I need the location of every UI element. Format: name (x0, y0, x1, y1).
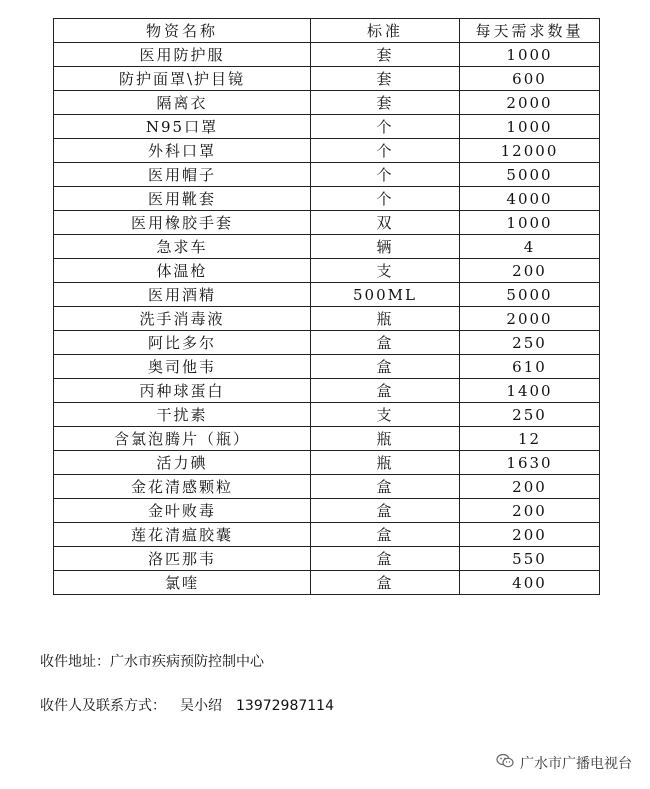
contact-name: 吴小绍 (180, 698, 222, 714)
table-row (54, 427, 600, 451)
cell-item-name: 洗手消毒液 (54, 307, 311, 331)
table-row (54, 355, 600, 379)
table-row (54, 259, 600, 283)
cell-daily-quantity: 200 (460, 523, 600, 547)
table-row (54, 211, 600, 235)
cell-unit: 个 (311, 187, 460, 211)
cell-daily-quantity: 200 (460, 499, 600, 523)
table-row (54, 379, 600, 403)
cell-item-name: 洛匹那韦 (54, 547, 311, 571)
header-unit: 标准 (311, 19, 460, 43)
cell-unit: 瓶 (311, 307, 460, 331)
cell-unit: 盒 (311, 571, 460, 595)
cell-daily-quantity: 5000 (460, 283, 600, 307)
cell-unit: 个 (311, 139, 460, 163)
cell-daily-quantity: 1000 (460, 211, 600, 235)
header-daily-quantity: 每天需求数量 (460, 19, 600, 43)
cell-unit: 盒 (311, 475, 460, 499)
cell-unit: 套 (311, 43, 460, 67)
cell-unit: 盒 (311, 499, 460, 523)
cell-unit: 套 (311, 67, 460, 91)
table-row (54, 115, 600, 139)
cell-item-name: 莲花清瘟胶囊 (54, 523, 311, 547)
cell-item-name: 急求车 (54, 235, 311, 259)
cell-daily-quantity: 4 (460, 235, 600, 259)
cell-item-name: 医用靴套 (54, 187, 311, 211)
cell-item-name: 医用帽子 (54, 163, 311, 187)
table-row (54, 67, 600, 91)
cell-item-name: 阿比多尔 (54, 331, 311, 355)
cell-daily-quantity: 600 (460, 67, 600, 91)
address-label: 收件地址： (40, 654, 110, 670)
cell-unit: 个 (311, 163, 460, 187)
cell-item-name: 含氯泡腾片（瓶） (54, 427, 311, 451)
table-row (54, 547, 600, 571)
table-header-row (54, 19, 600, 43)
wechat-icon (496, 753, 520, 773)
cell-daily-quantity: 1000 (460, 43, 600, 67)
table-row (54, 43, 600, 67)
cell-unit: 支 (311, 403, 460, 427)
cell-item-name: 金花清感颗粒 (54, 475, 311, 499)
cell-daily-quantity: 400 (460, 571, 600, 595)
cell-item-name: 医用酒精 (54, 283, 311, 307)
cell-daily-quantity: 1000 (460, 115, 600, 139)
cell-item-name: 活力碘 (54, 451, 311, 475)
table-row (54, 283, 600, 307)
table-row (54, 331, 600, 355)
cell-item-name: 奥司他韦 (54, 355, 311, 379)
cell-item-name: 防护面罩\护目镜 (54, 67, 311, 91)
cell-daily-quantity: 2000 (460, 307, 600, 331)
cell-daily-quantity: 2000 (460, 91, 600, 115)
cell-daily-quantity: 550 (460, 547, 600, 571)
cell-item-name: N95口罩 (54, 115, 311, 139)
cell-daily-quantity: 1400 (460, 379, 600, 403)
cell-item-name: 医用橡胶手套 (54, 211, 311, 235)
cell-unit: 辆 (311, 235, 460, 259)
cell-daily-quantity: 5000 (460, 163, 600, 187)
table-body (54, 43, 600, 595)
cell-item-name: 干扰素 (54, 403, 311, 427)
cell-unit: 盒 (311, 331, 460, 355)
cell-unit: 支 (311, 259, 460, 283)
table-row (54, 523, 600, 547)
cell-item-name: 金叶败毒 (54, 499, 311, 523)
supplies-table (53, 18, 600, 595)
cell-unit: 500ML (311, 283, 460, 307)
recipient-contact (40, 695, 334, 715)
cell-unit: 盒 (311, 523, 460, 547)
cell-unit: 盒 (311, 355, 460, 379)
cell-item-name: 医用防护服 (54, 43, 311, 67)
cell-unit: 盒 (311, 379, 460, 403)
table-row (54, 91, 600, 115)
source-watermark (496, 753, 632, 773)
watermark-text: 广水市广播电视台 (520, 756, 632, 772)
cell-daily-quantity: 200 (460, 259, 600, 283)
table-row (54, 163, 600, 187)
table-row (54, 451, 600, 475)
cell-unit: 盒 (311, 547, 460, 571)
cell-unit: 双 (311, 211, 460, 235)
contact-phone: 13972987114 (236, 698, 334, 714)
header-item-name: 物资名称 (54, 19, 311, 43)
address-value: 广水市疾病预防控制中心 (110, 654, 264, 670)
table-row (54, 139, 600, 163)
table-row (54, 307, 600, 331)
cell-daily-quantity: 610 (460, 355, 600, 379)
cell-unit: 瓶 (311, 451, 460, 475)
cell-daily-quantity: 12000 (460, 139, 600, 163)
cell-item-name: 隔离衣 (54, 91, 311, 115)
cell-item-name: 体温枪 (54, 259, 311, 283)
table-row (54, 499, 600, 523)
cell-item-name: 氯喹 (54, 571, 311, 595)
cell-daily-quantity: 1630 (460, 451, 600, 475)
table-row (54, 235, 600, 259)
table-row (54, 187, 600, 211)
cell-daily-quantity: 4000 (460, 187, 600, 211)
cell-unit: 套 (311, 91, 460, 115)
cell-unit: 瓶 (311, 427, 460, 451)
cell-daily-quantity: 200 (460, 475, 600, 499)
cell-item-name: 外科口罩 (54, 139, 311, 163)
cell-item-name: 丙种球蛋白 (54, 379, 311, 403)
cell-daily-quantity: 250 (460, 331, 600, 355)
table-row (54, 475, 600, 499)
cell-unit: 个 (311, 115, 460, 139)
cell-daily-quantity: 12 (460, 427, 600, 451)
cell-daily-quantity: 250 (460, 403, 600, 427)
shipping-address (40, 651, 264, 671)
table-row (54, 571, 600, 595)
table-row (54, 403, 600, 427)
contact-label: 收件人及联系方式： (40, 698, 166, 714)
